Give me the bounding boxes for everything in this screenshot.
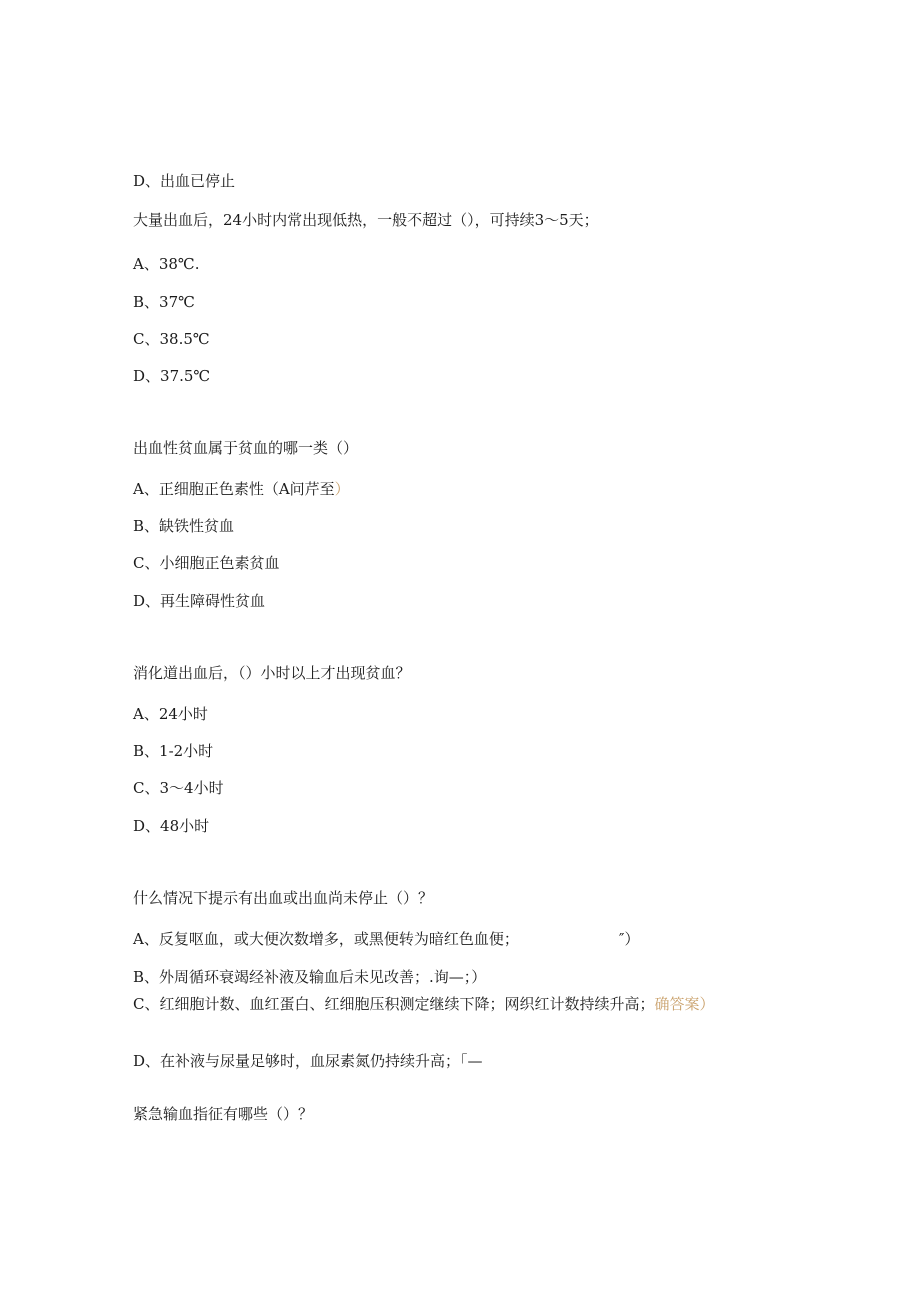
q1-question: 大量出血后，24小时内常出现低热，一般不超过（），可持续3～5天；	[133, 211, 599, 229]
q4-question: 什么情况下提示有出血或出血尚未停止（）？	[133, 889, 434, 907]
q2-option-a	[133, 478, 350, 500]
q1-option-b: B、37℃	[133, 293, 195, 311]
q2-question: 出血性贫血属于贫血的哪一类（）	[133, 439, 359, 457]
q4-option-c	[133, 993, 763, 1015]
q4-option-d: D、在补液与尿量足够时，血尿素氮仍持续升高；「—	[133, 1052, 483, 1070]
q4-option-b: B、外周循环衰竭经补液及输血后未见改善；.询—；）	[133, 968, 487, 986]
q3-option-d: D、48小时	[133, 817, 210, 835]
q5-question: 紧急输血指征有哪些（）？	[133, 1105, 314, 1123]
q2-option-a-text: A、正细胞正色素性（A问芹至	[133, 480, 335, 498]
q1-option-c: C、38.5℃	[133, 330, 210, 348]
q4-option-a-tail: ″）	[618, 930, 640, 948]
q1-option-a: A、38℃.	[133, 255, 200, 273]
q3-option-a: A、24小时	[133, 705, 208, 723]
q2-option-b: B、缺铁性贫血	[133, 517, 235, 535]
q3-question: 消化道出血后，（）小时以上才出现贫血？	[133, 664, 411, 682]
q2-option-a-tail: ）	[334, 480, 350, 498]
q1-option-d: D、37.5℃	[133, 367, 211, 385]
q2-option-d: D、再生障碍性贫血	[133, 592, 266, 610]
q2-option-c: C、小细胞正色素贫血	[133, 554, 280, 572]
q4-option-a-text: A、反复呕血，或大便次数增多，或黑便转为暗红色血便；	[133, 930, 519, 948]
q3-option-b: B、1-2小时	[133, 742, 214, 760]
q4-option-a	[133, 928, 639, 950]
q3-option-c: C、3～4小时	[133, 779, 224, 797]
q4-option-c-tail: 确答案）	[654, 995, 715, 1013]
q0-option-d: D、出血已停止	[133, 172, 236, 190]
q4-option-c-text: C、红细胞计数、血红蛋白、红细胞压积测定继续下降；网织红计数持续升高；	[133, 995, 655, 1013]
